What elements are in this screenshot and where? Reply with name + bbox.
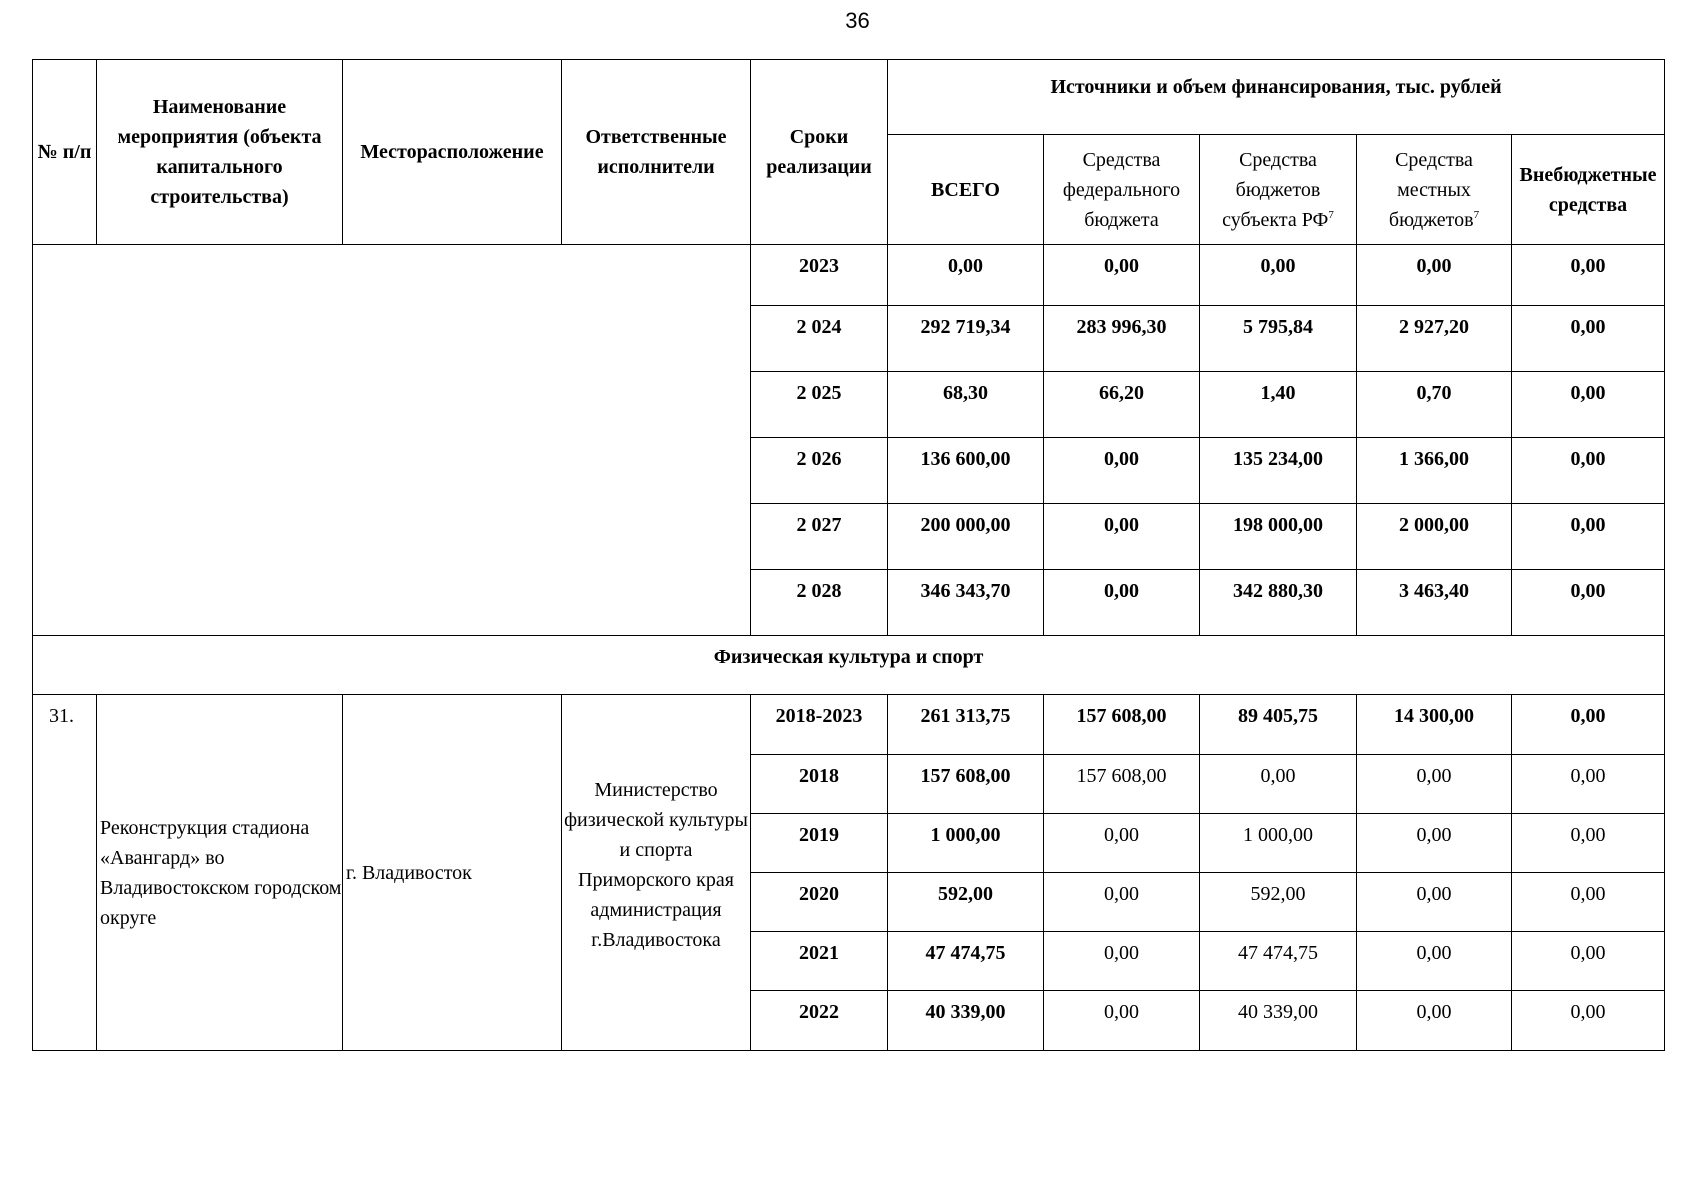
value-cell: 135 234,00 — [1200, 438, 1357, 504]
value-cell: 261 313,75 — [888, 695, 1044, 755]
value-cell: 0,00 — [1044, 245, 1200, 306]
year-cell: 2018-2023 — [751, 695, 888, 755]
value-cell: 0,00 — [1512, 814, 1665, 873]
value-cell: 0,00 — [1512, 932, 1665, 991]
year-cell: 2018 — [751, 755, 888, 814]
year-cell: 2 024 — [751, 306, 888, 372]
value-cell: 3 463,40 — [1357, 570, 1512, 636]
value-cell: 0,00 — [1512, 873, 1665, 932]
year-cell: 2 026 — [751, 438, 888, 504]
item-name: Реконструкция стадиона «Авангард» во Владивостокском городском округе — [97, 695, 343, 1051]
value-cell: 0,00 — [1512, 306, 1665, 372]
value-cell: 0,00 — [1512, 695, 1665, 755]
value-cell: 292 719,34 — [888, 306, 1044, 372]
header-period: Сроки реализации — [751, 60, 888, 245]
value-cell: 0,00 — [1044, 991, 1200, 1051]
value-cell: 0,00 — [1512, 438, 1665, 504]
value-cell: 0,00 — [1200, 245, 1357, 306]
footnote-mark: 7 — [1473, 208, 1480, 221]
header-local: Средства местных бюджетов$^7$ — [1357, 135, 1512, 245]
value-cell: 68,30 — [888, 372, 1044, 438]
year-cell: 2023 — [751, 245, 888, 306]
value-cell: 0,00 — [1044, 504, 1200, 570]
page-number: 36 — [845, 8, 870, 33]
header-name: Наименование мероприятия (объекта капитального строительства) — [97, 60, 343, 245]
value-cell: 136 600,00 — [888, 438, 1044, 504]
value-cell: 2 000,00 — [1357, 504, 1512, 570]
value-cell: 0,00 — [1044, 570, 1200, 636]
section-row — [33, 636, 1665, 695]
header-funding-group: Источники и объем финансирования, тыс. рублей — [888, 60, 1665, 135]
value-cell: 66,20 — [1044, 372, 1200, 438]
year-cell: 2019 — [751, 814, 888, 873]
value-cell: 5 795,84 — [1200, 306, 1357, 372]
value-cell: 0,00 — [1357, 245, 1512, 306]
value-cell: 1 000,00 — [1200, 814, 1357, 873]
value-cell: 0,00 — [1044, 873, 1200, 932]
value-cell: 0,70 — [1357, 372, 1512, 438]
value-cell: 157 608,00 — [888, 755, 1044, 814]
value-cell: 40 339,00 — [888, 991, 1044, 1051]
value-cell: 198 000,00 — [1200, 504, 1357, 570]
header-subject: Средства бюджетов субъекта $РФ^7$ — [1200, 135, 1357, 245]
value-cell: 47 474,75 — [888, 932, 1044, 991]
value-cell: 0,00 — [1512, 504, 1665, 570]
section-title: Физическая культура и спорт — [33, 636, 1665, 695]
value-cell: 283 996,30 — [1044, 306, 1200, 372]
value-cell: 342 880,30 — [1200, 570, 1357, 636]
value-cell: 0,00 — [1044, 932, 1200, 991]
value-cell: 89 405,75 — [1200, 695, 1357, 755]
value-cell: 0,00 — [1357, 991, 1512, 1051]
header-num: № п/п — [33, 60, 97, 245]
value-cell: 346 343,70 — [888, 570, 1044, 636]
empty-merged-cell — [33, 245, 751, 636]
header-federal: Средства федерального бюджета — [1044, 135, 1200, 245]
value-cell: 2 927,20 — [1357, 306, 1512, 372]
value-cell: 47 474,75 — [1200, 932, 1357, 991]
value-cell: 0,00 — [1512, 245, 1665, 306]
value-cell: 1 000,00 — [888, 814, 1044, 873]
header-location: Месторасположение — [343, 60, 562, 245]
value-cell: 157 608,00 — [1044, 755, 1200, 814]
value-cell: 0,00 — [1044, 438, 1200, 504]
year-cell: 2 027 — [751, 504, 888, 570]
value-cell: 1 366,00 — [1357, 438, 1512, 504]
value-cell: 0,00 — [1512, 755, 1665, 814]
table-row — [33, 245, 1665, 306]
value-cell: 0,00 — [1044, 814, 1200, 873]
value-cell: 0,00 — [1357, 755, 1512, 814]
value-cell: 0,00 — [1512, 570, 1665, 636]
value-cell: 200 000,00 — [888, 504, 1044, 570]
year-cell: 2021 — [751, 932, 888, 991]
year-cell: 2020 — [751, 873, 888, 932]
value-cell: 0,00 — [1357, 932, 1512, 991]
table-row — [33, 695, 1665, 755]
value-cell: 0,00 — [1357, 814, 1512, 873]
value-cell: 40 339,00 — [1200, 991, 1357, 1051]
value-cell: 0,00 — [1200, 755, 1357, 814]
year-cell: 2022 — [751, 991, 888, 1051]
item-location: г. Владивосток — [343, 695, 562, 1051]
header-total: ВСЕГО — [888, 135, 1044, 245]
value-cell: 592,00 — [888, 873, 1044, 932]
value-cell: 0,00 — [1512, 372, 1665, 438]
year-cell: 2 025 — [751, 372, 888, 438]
value-cell: 1,40 — [1200, 372, 1357, 438]
year-cell: 2 028 — [751, 570, 888, 636]
item-index: 31. — [33, 695, 97, 1051]
value-cell: 0,00 — [1512, 991, 1665, 1051]
header-executors: Ответственные исполнители — [562, 60, 751, 245]
header-extra: Внебюджетные средства — [1512, 135, 1665, 245]
value-cell: 0,00 — [888, 245, 1044, 306]
item-executors: Министерство физической культуры и спорта Приморского края администрация г.Владивостока — [562, 695, 751, 1051]
footnote-mark: 7 — [1328, 208, 1334, 221]
value-cell: 0,00 — [1357, 873, 1512, 932]
financing-table — [32, 59, 1665, 1051]
value-cell: 14 300,00 — [1357, 695, 1512, 755]
value-cell: 592,00 — [1200, 873, 1357, 932]
value-cell: 157 608,00 — [1044, 695, 1200, 755]
